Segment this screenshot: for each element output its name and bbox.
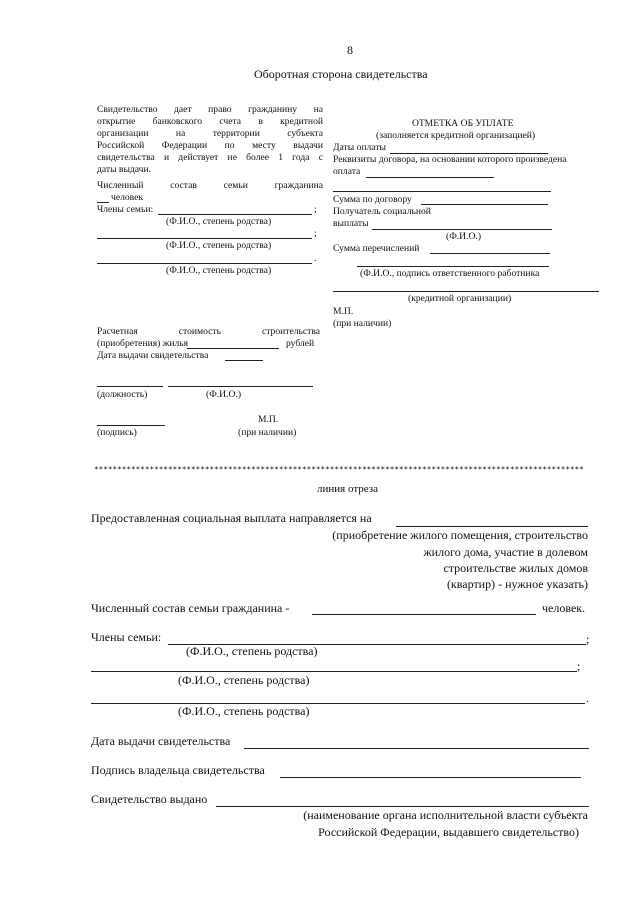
dot: .	[586, 691, 589, 705]
transferred-sum-line	[430, 253, 550, 254]
rubles-label: рублей	[286, 338, 315, 349]
family-size-bottom-label: Численный состав семьи гражданина -	[91, 601, 290, 615]
contract-extra-line	[333, 191, 551, 192]
issue-date-bottom-label: Дата выдачи свидетельства	[91, 734, 231, 748]
cut-line-stars: **********************************************************************************************************	[94, 465, 584, 474]
semicolon: ;	[314, 228, 317, 239]
intro-line: организации на территории субъекта	[97, 128, 323, 139]
recipient-fio-caption: (Ф.И.О.)	[446, 231, 482, 242]
contract-sum-line	[421, 204, 548, 205]
intro-line: Российской Федерации по месту выдачи	[97, 140, 323, 151]
persons-bottom-label: человек.	[542, 601, 586, 615]
purpose-line-4: (квартир) - нужное указать)	[446, 577, 588, 591]
intro-line: свидетельства и действует не более 1 года с	[97, 152, 323, 163]
family-size-line	[97, 202, 109, 203]
social-payment-line	[396, 526, 588, 527]
semicolon: ;	[577, 659, 581, 673]
members-bottom-label: Члены семьи:	[91, 630, 162, 644]
intro-line: открытие банковского счета в кредитной	[97, 116, 323, 127]
authority-caption-1: (наименование органа исполнительной власти субъекта	[303, 808, 588, 822]
signature-caption-right: (Ф.И.О., подпись ответственного работника	[360, 268, 540, 279]
issued-by-label: Свидетельство выдано	[91, 792, 208, 806]
if-present-caption-right: (при наличии)	[333, 318, 392, 329]
intro-line: Свидетельство дает право гражданину на	[97, 104, 323, 115]
social-payment-label: Предоставленная социальная выплата направляется на	[91, 511, 372, 525]
stamp-label-right: М.П.	[333, 306, 354, 317]
if-present-caption: (при наличии)	[238, 427, 297, 438]
contract-sum-label: Сумма по договору	[333, 194, 412, 205]
estimated-cost-label: Расчетная стоимость строительства	[97, 326, 320, 337]
intro-tail: даты выдачи.	[97, 164, 152, 175]
holder-signature-line	[280, 777, 581, 778]
purpose-line-1: (приобретение жилого помещения, строительство	[332, 528, 588, 542]
payment-dates-label: Даты оплаты	[333, 142, 386, 153]
payment-mark-title: ОТМЕТКА ОБ УПЛАТЕ	[412, 118, 514, 129]
purpose-line-2: жилого дома, участие в долевом	[423, 545, 588, 559]
page-number: 8	[347, 43, 353, 57]
page-heading: Оборотная сторона свидетельства	[254, 67, 428, 81]
acquisition-label: (приобретения) жилья	[97, 338, 189, 349]
relation-bottom-caption: (Ф.И.О., степень родства)	[178, 673, 310, 687]
fio-caption: (Ф.И.О.)	[206, 389, 242, 400]
credit-org-line	[333, 291, 599, 292]
family-size-label: Численный состав семьи гражданина	[97, 180, 323, 191]
recipient-label-1: Получатель социальной	[333, 206, 431, 217]
credit-org-caption: (кредитной организации)	[408, 293, 512, 304]
persons-label: человек	[111, 192, 144, 203]
signature-line	[97, 425, 165, 426]
relation-bottom-caption: (Ф.И.О., степень родства)	[178, 704, 310, 718]
cut-line-label: линия отреза	[317, 483, 378, 495]
members-label: Члены семьи:	[97, 204, 154, 215]
payment-label: оплата	[333, 166, 361, 177]
transferred-sum-label: Сумма перечислений	[333, 243, 420, 254]
relation-caption: (Ф.И.О., степень родства)	[166, 265, 272, 276]
issue-date-bottom-line	[244, 748, 589, 749]
contract-details-label: Реквизиты договора, на основании которого произведена	[333, 154, 567, 165]
position-caption: (должность)	[97, 389, 148, 400]
authority-caption-2: Российской Федерации, выдавшего свидетельство)	[318, 825, 579, 839]
relation-caption: (Ф.И.О., степень родства)	[166, 240, 272, 251]
stamp-label: М.П.	[258, 414, 279, 425]
recipient-label-2: выплаты	[333, 218, 369, 229]
purpose-line-3: строительстве жилых домов	[443, 561, 588, 575]
member-line-1	[158, 214, 312, 215]
member-bottom-line-3	[91, 703, 585, 704]
issue-date-label: Дата выдачи свидетельства	[97, 350, 209, 361]
signature-caption: (подпись)	[97, 427, 137, 438]
member-line-2	[97, 238, 312, 239]
issued-by-line	[216, 806, 589, 807]
family-size-bottom-line	[312, 614, 536, 615]
signature-line-right	[357, 266, 549, 267]
issue-date-line	[225, 360, 263, 361]
semicolon: ;	[314, 204, 317, 215]
position-line	[97, 386, 163, 387]
cost-line	[187, 348, 279, 349]
relation-caption: (Ф.И.О., степень родства)	[166, 216, 272, 227]
member-line-3	[97, 263, 312, 264]
holder-signature-label: Подпись владельца свидетельства	[91, 763, 265, 777]
payment-line	[366, 177, 494, 178]
semicolon: ;	[586, 632, 590, 646]
relation-bottom-caption: (Ф.И.О., степень родства)	[186, 644, 318, 658]
dot: .	[314, 253, 317, 264]
fio-line	[168, 386, 313, 387]
recipient-line	[372, 229, 552, 230]
payment-mark-subtitle: (заполняется кредитной организацией)	[376, 130, 536, 141]
member-bottom-line-2	[91, 671, 577, 672]
